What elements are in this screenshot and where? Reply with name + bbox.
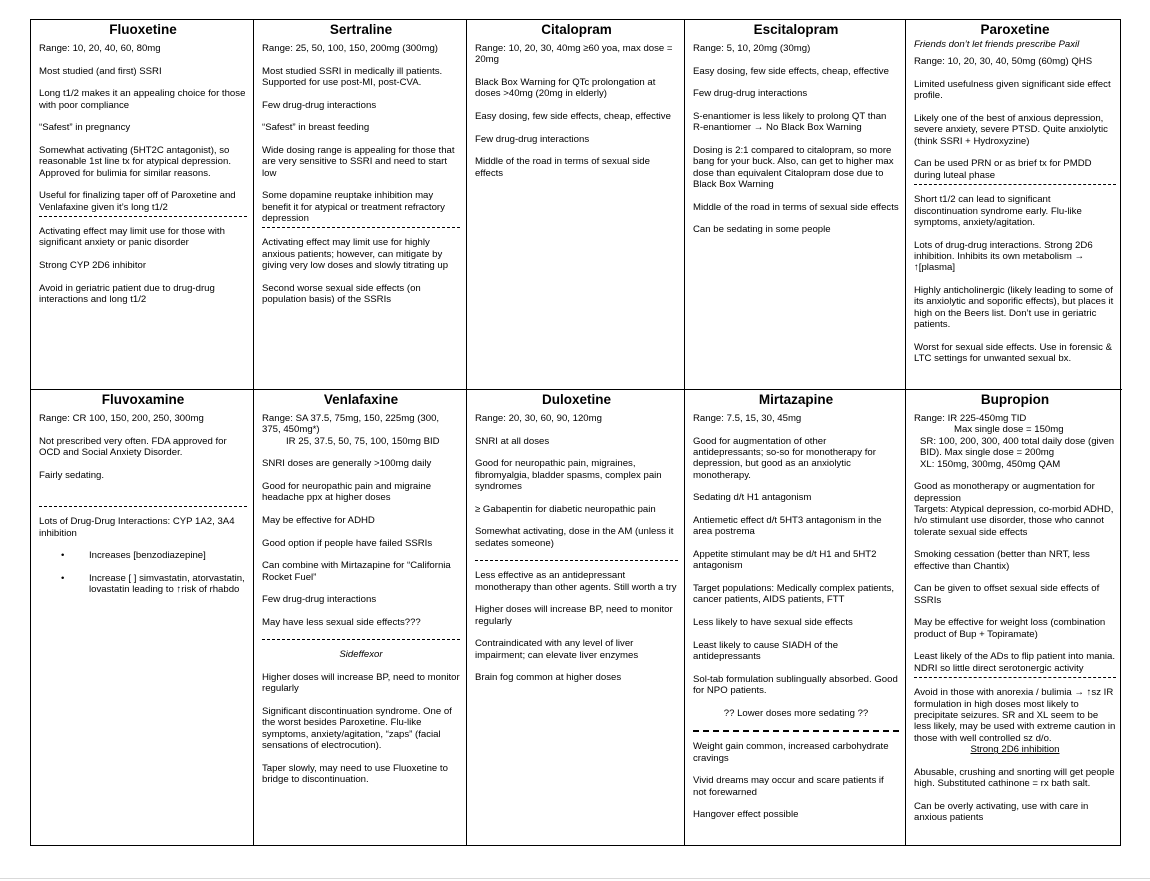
note-text: Targets: Atypical depression, co-morbid ADHD, h/o stimulant use disorder, those who cannot tolerate sexual side effects (914, 504, 1114, 538)
note-text: Few drug-drug interactions (475, 133, 590, 145)
note-text: Range: 5, 10, 20mg (30mg) (693, 43, 811, 54)
section-divider (262, 639, 460, 640)
drug-name: Venlafaxine (323, 392, 399, 407)
note-text: Can be sedating in some people (693, 224, 831, 236)
drug-name: Duloxetine (541, 392, 611, 407)
section-divider (39, 216, 247, 217)
note-text: “Safest” in breast feeding (262, 122, 370, 134)
note-text: Antiemetic effect d/t 5HT3 antagonism in the area postrema (693, 515, 882, 538)
drug-comparison-table (30, 19, 1121, 846)
note-text: Can be given to offset sexual side effects of SSRIs (914, 583, 1100, 606)
note-text: Short t1/2 can lead to significant discontinuation syndrome early. Flu-like symptoms, anxiety/agitation. (914, 194, 1082, 229)
note-text: Few drug-drug interactions (262, 99, 377, 111)
note-text: Good as monotherapy or augmentation for depression (914, 481, 1095, 504)
note-text: Range: 10, 20, 30, 40mg ≥60 yoa, max dose = 20mg (475, 43, 673, 66)
note-text: Black Box Warning for QTc prolongation at doses >40mg (20mg in elderly) (475, 77, 656, 100)
note-text: SNRI at all doses (475, 435, 550, 447)
note-text: Brain fog common at higher doses (475, 672, 622, 684)
note-text: Useful for finalizing taper off of Paroxetine and Venlafaxine given it’s long t1/2 (39, 190, 236, 213)
drug-cell-paroxetine (906, 20, 1122, 390)
drug-cell-citalopram (467, 20, 685, 390)
drug-name: Sertraline (329, 22, 393, 37)
bullet-text: Increases [benzodiazepine] (89, 550, 206, 562)
drug-cell-bupropion (906, 390, 1122, 845)
note-text: Lots of drug-drug interactions. Strong 2D6 inhibition. Inhibits its own metabolism → ↑[plasma] (914, 239, 1093, 274)
note-text: Weight gain common, increased carbohydrate cravings (693, 741, 889, 764)
note-text: Range: IR 225-450mg TID (914, 413, 1027, 424)
note-text: Activating effect may limit use for those with significant anxiety or panic disorder (39, 226, 225, 249)
note-text: Limited usefulness given significant side effect profile. (914, 79, 1111, 102)
note-text: Somewhat activating, dose in the AM (unless it sedates someone) (475, 526, 674, 549)
drug-name: Paroxetine (980, 22, 1050, 37)
note-text: Wide dosing range is appealing for those that are very sensitive to SSRI and need to start low (262, 144, 455, 179)
drug-tagline: Friends don’t let friends prescribe Paxil (914, 39, 1080, 50)
bullet-item (39, 573, 247, 596)
note-text: Good for neuropathic pain, migraines, fibromyalgia, bladder spasms, complex pain syndromes (475, 458, 662, 492)
note-text: XL: 150mg, 300mg, 450mg QAM (920, 458, 1061, 470)
section-divider (262, 227, 460, 228)
note-text: Smoking cessation (better than NRT, less effective than Chantix) (914, 549, 1090, 572)
note-text: Good for neuropathic pain and migraine headache ppx at higher doses (262, 481, 432, 504)
drug-cell-duloxetine (467, 390, 685, 845)
note-text: Good for augmentation of other antidepressants; so-so for monotherapy for depression, but good as an anxiolytic monotherapy. (693, 435, 876, 481)
bullet-icon: • (61, 550, 65, 562)
note-text: Avoid in those with anorexia / bulimia → ↑sz IR formulation in high doses most likely to precipitate seizures. SR and XL seem to be less likely, may be used with extreme caution in those with well controlled sz d/o. (914, 687, 1116, 744)
note-text: Avoid in geriatric patient due to drug-drug interactions and long t1/2 (39, 282, 215, 305)
note-text: Range: 10, 20, 30, 40, 50mg (60mg) QHS (914, 56, 1093, 68)
note-text: Most studied SSRI in medically ill patients. Supported for use post-MI, post-CVA. (262, 65, 443, 88)
note-text: Contraindicated with any level of liver impairment; can elevate liver enzymes (475, 638, 639, 661)
note-text: Not prescribed very often. FDA approved for OCD and Social Anxiety Disorder. (39, 435, 227, 458)
note-text: Can combine with Mirtazapine for “California Rocket Fuel” (262, 560, 451, 583)
section-divider (693, 730, 899, 732)
note-text: Fairly sedating. (39, 469, 105, 481)
drug-name: Mirtazapine (758, 392, 834, 407)
note-text: Range: 10, 20, 40, 60, 80mg (39, 43, 161, 54)
note-text: Taper slowly, may need to use Fluoxetine to bridge to discontinuation. (262, 762, 448, 786)
note-text: Range: 20, 30, 60, 90, 120mg (475, 413, 602, 424)
note-text: Second worse sexual side effects (on population basis) of the SSRIs (262, 282, 421, 306)
note-text: Higher doses will increase BP, need to monitor regularly (262, 671, 460, 695)
note-text: Easy dosing, few side effects, cheap, effective (475, 111, 671, 122)
note-text: Dosing is 2:1 compared to citalopram, so more bang for your buck. Also, can get to higher max dose than equivalent Citalopram dose due to Black Box Warning (693, 144, 894, 190)
note-text: “Safest” in pregnancy (39, 122, 131, 134)
note-text: Most studied (and first) SSRI (39, 65, 162, 77)
centered-note: ?? Lower doses more sedating ?? (723, 707, 869, 719)
note-text: Middle of the road in terms of sexual side effects (475, 156, 650, 179)
note-text: Can be overly activating, use with care in anxious patients (914, 800, 1089, 824)
spacer (39, 492, 247, 503)
note-text: ≥ Gabapentin for diabetic neuropathic pain (475, 503, 656, 515)
note-text: Highly anticholinergic (likely leading to some of its anxiolytic and soporific effects), but places it high on the Beers list. Don’t use in geriatric patients. (914, 285, 1114, 331)
note-text: Activating effect may limit use for highly anxious patients; however, can mitigate by giving very low doses and slowly titrating up (262, 237, 449, 272)
section-divider (914, 677, 1116, 678)
centered-note: Sideffexor (339, 649, 383, 661)
note-text: Significant discontinuation syndrome. One of the worst besides Paroxetine. Flu-like symptoms, anxiety/agitation, “zaps” (facial sensations of electrocution). (262, 705, 452, 752)
note-text: Strong CYP 2D6 inhibitor (39, 260, 147, 271)
note-text: Appetite stimulant may be d/t H1 and 5HT2 antagonism (693, 549, 877, 572)
note-text: Few drug-drug interactions (693, 88, 808, 100)
note-text: Higher doses will increase BP, need to monitor regularly (475, 604, 673, 627)
note-text: Target populations: Medically complex patients, cancer patients, AIDS patients, FTT (693, 583, 895, 606)
note-text: Worst for sexual side effects. Use in forensic & LTC settings for unwanted sexual bx. (914, 341, 1112, 365)
note-text: Can be used PRN or as brief tx for PMDD during luteal phase (914, 158, 1092, 181)
note-text: Some dopamine reuptake inhibition may benefit it for atypical or treatment refractory depression (262, 190, 445, 224)
note-text: May be effective for weight loss (combination product of Bup + Topiramate) (914, 617, 1106, 640)
note-text: Sol-tab formulation sublingually absorbed. Good for NPO patients. (693, 673, 898, 696)
drug-name: Fluoxetine (109, 22, 177, 37)
drug-cell-fluvoxamine (31, 390, 254, 845)
centered-note: Strong 2D6 inhibition (970, 744, 1060, 756)
drug-name: Escitalopram (753, 22, 839, 37)
section-divider (914, 184, 1116, 185)
drug-name: Fluvoxamine (101, 392, 185, 407)
note-text: Good option if people have failed SSRIs (262, 537, 433, 549)
bullet-icon: • (61, 572, 65, 584)
note-text: S-enantiomer is less likely to prolong QT than R-enantiomer → No Black Box Warning (693, 110, 887, 134)
note-text: Least likely of the ADs to flip patient into mania. NDRI so little direct serotonergic activity (914, 651, 1116, 674)
note-text: Vivid dreams may occur and scare patients if not forewarned (693, 775, 884, 798)
note-text: Middle of the road in terms of sexual side effects (693, 201, 899, 213)
page-bottom-rule (0, 878, 1150, 879)
section-divider (39, 506, 247, 507)
note-text: Max single dose = 150mg (954, 424, 1064, 436)
note-text: IR 25, 37.5, 50, 75, 100, 150mg BID (286, 435, 440, 447)
note-text: Long t1/2 makes it an appealing choice for those with poor compliance (39, 88, 246, 111)
section-divider (475, 560, 678, 561)
note-text: Easy dosing, few side effects, cheap, effective (693, 65, 889, 77)
note-text: May have less sexual side effects??? (262, 616, 421, 628)
drug-cell-mirtazapine (685, 390, 906, 845)
note-text: Likely one of the best of anxious depression, severe anxiety, severe PTSD. Quite anxiolytic (think SSRI + Hydroxyzine) (914, 113, 1108, 147)
drug-cell-venlafaxine (254, 390, 467, 845)
note-text: SR: 100, 200, 300, 400 total daily dose (given BID). Max single dose = 200mg (920, 435, 1115, 459)
drug-cell-fluoxetine (31, 20, 254, 390)
bullet-text: Increase [ ] simvastatin, atorvastatin, lovastatin leading to ↑risk of rhabdo (89, 572, 245, 595)
note-text: Less likely to have sexual side effects (693, 617, 853, 628)
drug-cell-sertraline (254, 20, 467, 390)
note-text: Range: SA 37.5, 75mg, 150, 225mg (300, 375, 450mg*) (262, 413, 440, 436)
bullet-item (39, 550, 247, 561)
note-text: Range: 7.5, 15, 30, 45mg (693, 413, 802, 424)
note-text: SNRI doses are generally >100mg daily (262, 458, 432, 470)
note-text: Abusable, crushing and snorting will get people high. Substituted cathinone = rx bath salt. (914, 766, 1115, 790)
note-text: Range: CR 100, 150, 200, 250, 300mg (39, 413, 204, 424)
note-text: Lots of Drug-Drug Interactions: CYP 1A2, 3A4 inhibition (39, 516, 235, 539)
note-text: Hangover effect possible (693, 809, 799, 821)
drug-cell-escitalopram (685, 20, 906, 390)
note-text: Few drug-drug interactions (262, 594, 377, 606)
note-text: Least likely to cause SIADH of the antidepressants (693, 639, 839, 662)
drug-name: Citalopram (541, 22, 612, 37)
note-text: May be effective for ADHD (262, 515, 375, 526)
drug-name: Bupropion (980, 392, 1050, 407)
note-text: Sedating d/t H1 antagonism (693, 492, 812, 504)
note-text: Less effective as an antidepressant monotherapy than other agents. Still worth a try (475, 570, 677, 593)
note-text: Range: 25, 50, 100, 150, 200mg (300mg) (262, 43, 439, 54)
note-text: Somewhat activating (5HT2C antagonist), so reasonable 1st line tx for atypical depression. Approved for bulimia for similar reasons. (39, 144, 231, 179)
